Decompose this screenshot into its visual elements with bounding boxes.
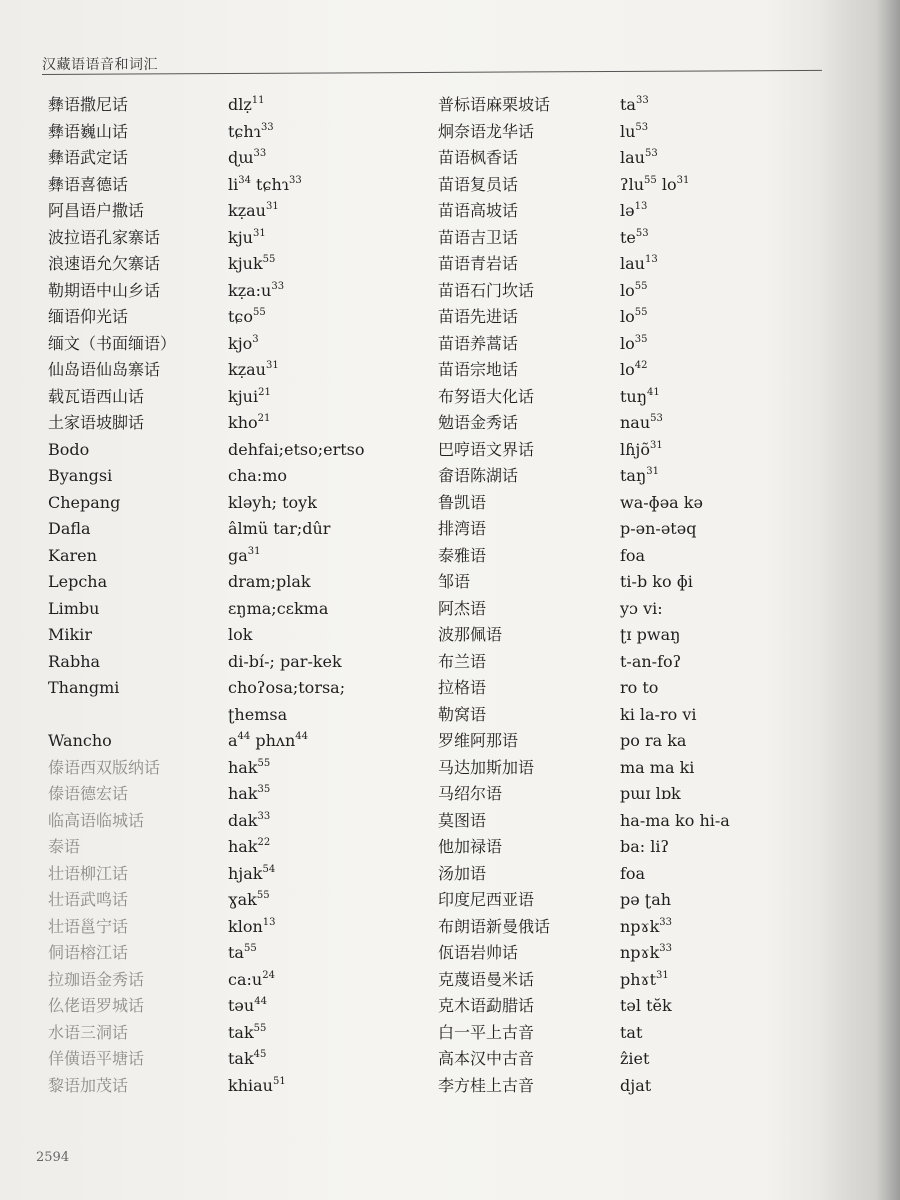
entry-row	[48, 516, 365, 543]
word-form: ɖɯ$^{33}$	[228, 148, 267, 167]
language-name: 壮语邕宁话	[48, 916, 129, 936]
word-form: $lo^{35}$	[620, 333, 648, 353]
entry-row	[438, 225, 730, 252]
word-form: $lo^{55}$	[620, 280, 648, 300]
entry-row	[438, 119, 730, 146]
entry-row	[438, 357, 730, 384]
word-form: ẑiet	[620, 1049, 650, 1068]
language-name: 李方桂上古音	[438, 1075, 535, 1095]
language-name: Wancho	[48, 731, 112, 750]
page-edge-shadow	[820, 0, 900, 1200]
word-form: hak$^{22}$	[228, 837, 271, 856]
entry-row	[438, 755, 730, 782]
language-name: 苗语养蒿话	[438, 333, 519, 353]
entry-row	[48, 834, 365, 861]
entry-row	[438, 914, 730, 941]
word-form: ʈɪ pwaŋ	[620, 625, 681, 644]
entry-row	[48, 940, 365, 967]
language-name: 高本汉中古音	[438, 1049, 535, 1068]
entry-row	[438, 622, 730, 649]
language-name: 马达加斯加语	[438, 757, 535, 777]
word-form: dram;plak	[228, 572, 311, 591]
entry-row	[48, 437, 365, 464]
entry-row	[438, 331, 730, 358]
word-form: dlẓ$^{11}$	[228, 95, 265, 114]
language-name: 鲁凯语	[438, 492, 487, 512]
word-form: $ta^{33}$	[620, 95, 649, 114]
entry-row	[438, 808, 730, 835]
entry-row	[48, 622, 365, 649]
language-name: 泰语	[48, 837, 81, 856]
entry-row	[48, 278, 365, 305]
language-name: Bodo	[48, 439, 90, 459]
word-form: klon$^{13}$	[228, 916, 276, 936]
word-form: âlmü tar;dûr	[228, 519, 331, 538]
language-name: Byangsi	[48, 466, 113, 485]
entry-row	[48, 1020, 365, 1047]
language-name: 黎语加茂话	[48, 1075, 129, 1095]
word-form: $ta^{55}$	[228, 943, 257, 962]
word-form: ɣak$^{55}$	[228, 890, 270, 909]
entry-row	[438, 596, 730, 623]
word-form: choʔosa;torsa;	[228, 678, 346, 697]
entry-row	[438, 967, 730, 994]
entry-row	[48, 225, 365, 252]
language-name: 临高语临城话	[48, 810, 145, 830]
entry-row	[438, 145, 730, 172]
word-form: kjui$^{21}$	[228, 386, 271, 406]
entry-row	[48, 463, 365, 490]
language-name: 土家语坡脚话	[48, 413, 145, 432]
language-name: 普标语麻栗坡话	[438, 95, 551, 114]
language-name: Lepcha	[48, 572, 108, 591]
entry-row	[438, 172, 730, 199]
entry-row	[48, 914, 365, 941]
word-form: p-ən-ətəq	[620, 519, 697, 538]
word-form: ti-b ko ɸi	[620, 572, 693, 591]
word-form: tɕo$^{55}$	[228, 307, 266, 326]
language-name: Mikir	[48, 625, 92, 644]
word-form: foa	[620, 545, 646, 565]
entry-row	[48, 702, 365, 729]
language-name: Karen	[48, 545, 97, 565]
language-name: 马绍尔语	[438, 784, 503, 803]
entry-row	[438, 384, 730, 411]
word-form: ʈhemsa	[228, 704, 288, 724]
language-name: 彝语武定话	[48, 148, 129, 167]
entry-row	[48, 728, 365, 755]
page-number: 2594	[36, 1150, 70, 1165]
entry-row	[48, 808, 365, 835]
language-name: 彝语喜德话	[48, 174, 129, 194]
language-name: 布努语大化话	[438, 386, 535, 406]
word-form: kẓau$^{31}$	[228, 201, 279, 220]
word-form: ki la-ro vi	[620, 704, 697, 724]
language-name: 苗语宗地话	[438, 360, 519, 379]
entry-row	[48, 119, 365, 146]
word-form: foa	[620, 863, 646, 883]
word-form: pə ʈah	[620, 890, 672, 909]
entry-row	[48, 675, 365, 702]
language-name: Limbu	[48, 598, 100, 618]
language-name: 阿杰语	[438, 598, 487, 618]
word-form: təu$^{44}$	[228, 996, 267, 1015]
language-name: 拉格语	[438, 678, 487, 697]
entry-row	[438, 993, 730, 1020]
entry-row	[438, 834, 730, 861]
language-name: 拉珈语金秀话	[48, 969, 145, 989]
word-form: $lo^{55}$	[620, 307, 648, 326]
entry-row	[48, 1073, 365, 1100]
entry-row	[48, 145, 365, 172]
entry-row	[438, 1046, 730, 1073]
word-form: lɦjõ$^{31}$	[620, 439, 663, 459]
language-name: 白一平上古音	[438, 1022, 535, 1042]
word-form: kləyh; toyk	[228, 492, 317, 512]
entry-row	[438, 198, 730, 225]
language-name: 侗语榕江话	[48, 943, 129, 962]
language-name: 苗语吉卫话	[438, 227, 519, 247]
entry-row	[48, 649, 365, 676]
entry-row	[48, 410, 365, 437]
language-name: 苗语先进话	[438, 307, 519, 326]
language-name: 缅文（书面缅语）	[48, 333, 177, 353]
entry-row	[48, 357, 365, 384]
entry-row	[48, 596, 365, 623]
language-name: 罗维阿那语	[438, 731, 519, 750]
entry-row	[48, 1046, 365, 1073]
language-name: 莫图语	[438, 810, 487, 830]
word-form: ba: liʔ	[620, 837, 670, 856]
language-name: 他加禄语	[438, 837, 503, 856]
language-name: 波那佩语	[438, 625, 503, 644]
language-name: 苗语高坡话	[438, 201, 519, 220]
word-form: ha-ma ko hi-a	[620, 810, 730, 830]
word-form: kjo$^3$	[228, 333, 259, 353]
entry-row	[438, 1073, 730, 1100]
language-name: 汤加语	[438, 863, 487, 883]
word-form: ɛŋma;cɛkma	[228, 598, 329, 618]
entry-row	[48, 198, 365, 225]
word-form: lau$^{53}$	[620, 148, 658, 167]
language-name: 炯奈语龙华话	[438, 121, 535, 141]
language-name: Thangmi	[48, 678, 120, 697]
language-name: 仫佬语罗城话	[48, 996, 145, 1015]
word-form: yɔ vi:	[620, 598, 663, 618]
entry-row	[48, 967, 365, 994]
entry-row	[48, 861, 365, 888]
entry-row	[438, 861, 730, 888]
entry-row	[438, 940, 730, 967]
language-name: 壮语武鸣话	[48, 890, 129, 909]
entry-row	[48, 251, 365, 278]
word-form: kju$^{31}$	[228, 227, 266, 247]
language-name: 克木语勐腊话	[438, 996, 535, 1015]
entry-row	[438, 702, 730, 729]
language-name: 彝语巍山话	[48, 121, 129, 141]
language-name: 傣语西双版纳话	[48, 757, 161, 777]
word-form: ʔlu$^{55}$ $lo^{31}$	[620, 174, 690, 194]
language-name: Rabha	[48, 651, 101, 671]
entry-row	[438, 728, 730, 755]
word-form: npɤk$^{33}$	[620, 916, 672, 936]
word-form: $lu^{53}$	[620, 121, 649, 141]
entry-row	[48, 781, 365, 808]
language-name: 勉语金秀话	[438, 413, 519, 432]
word-form: $a^{44}$ phʌn$^{44}$	[228, 731, 308, 750]
word-form: npɤk$^{33}$	[620, 943, 672, 962]
word-form: ro to	[620, 678, 659, 697]
right-column	[438, 92, 730, 1099]
running-header: 汉藏语语音和词汇	[42, 57, 158, 73]
entry-row	[438, 1020, 730, 1047]
word-form: kjuk$^{55}$	[228, 254, 276, 273]
entry-row	[438, 410, 730, 437]
entry-row	[48, 92, 365, 119]
language-name: Chepang	[48, 492, 121, 512]
word-form: $ca:u^{24}$	[228, 969, 275, 989]
word-form: pɯɪ lɒk	[620, 784, 681, 803]
word-form: lok	[228, 625, 253, 644]
word-form: ma ma ki	[620, 757, 695, 777]
entry-row	[438, 278, 730, 305]
language-name: 勒期语中山乡话	[48, 280, 161, 300]
language-name: 波拉语孔家寨话	[48, 227, 161, 247]
entry-row	[438, 781, 730, 808]
word-form: cha:mo	[228, 466, 287, 485]
entry-row	[48, 887, 365, 914]
word-form: kẓau$^{31}$	[228, 360, 279, 379]
word-form: lə$^{13}$	[620, 201, 648, 220]
word-form: hak$^{35}$	[228, 784, 271, 803]
language-name: 勒窝语	[438, 704, 487, 724]
word-form: dehfai;etso;ertso	[228, 439, 365, 459]
word-form: $ga^{31}$	[228, 545, 261, 565]
language-name: 克蔑语曼米话	[438, 969, 535, 989]
language-name: 布朗语新曼俄话	[438, 916, 551, 936]
word-form: phɤt$^{31}$	[620, 969, 669, 989]
language-name: 邹语	[438, 572, 471, 591]
word-form: $te^{53}$	[620, 227, 649, 247]
language-name: 阿昌语户撒话	[48, 201, 145, 220]
language-name: 苗语枫香话	[438, 148, 519, 167]
language-name: 泰雅语	[438, 545, 487, 565]
entry-row	[48, 384, 365, 411]
word-form: tak$^{55}$	[228, 1022, 267, 1042]
language-name: 傣语德宏话	[48, 784, 129, 803]
word-form: tɕhɿ$^{33}$	[228, 121, 274, 141]
entry-row	[438, 437, 730, 464]
entry-row	[438, 569, 730, 596]
entry-row	[438, 516, 730, 543]
language-name	[48, 702, 228, 729]
entry-row	[438, 649, 730, 676]
word-form: po ra ka	[620, 731, 687, 750]
word-form: djat	[620, 1075, 652, 1095]
language-name: 缅语仰光话	[48, 307, 129, 326]
entry-row	[48, 304, 365, 331]
language-name: Dafla	[48, 519, 91, 538]
word-form: kho$^{21}$	[228, 413, 271, 432]
language-name: 佤语岩帅话	[438, 943, 519, 962]
word-form: tat	[620, 1022, 643, 1042]
language-name: 浪速语允欠寨话	[48, 254, 161, 273]
word-form: t-an-foʔ	[620, 651, 682, 671]
language-name: 载瓦语西山话	[48, 386, 145, 406]
language-name: 畲语陈湖话	[438, 466, 519, 485]
entry-row	[438, 490, 730, 517]
word-form: nau$^{53}$	[620, 413, 663, 432]
word-form: dak$^{33}$	[228, 810, 271, 830]
word-form: $lo^{42}$	[620, 360, 648, 379]
language-name: 佯僙语平塘话	[48, 1049, 145, 1068]
word-form: $kẓa:u^{33}$	[228, 280, 285, 300]
word-form: tak$^{45}$	[228, 1049, 267, 1068]
entry-row	[48, 993, 365, 1020]
entry-row	[48, 172, 365, 199]
word-form: khiau$^{51}$	[228, 1075, 286, 1095]
entry-row	[48, 755, 365, 782]
word-form: di-bí-; par-kek	[228, 651, 342, 671]
word-form: tuŋ$^{41}$	[620, 386, 660, 406]
entry-row	[48, 490, 365, 517]
language-name: 彝语撒尼话	[48, 95, 129, 114]
language-name: 苗语青岩话	[438, 254, 519, 273]
entry-row	[438, 887, 730, 914]
entry-row	[438, 251, 730, 278]
word-form: hjak$^{54}$	[228, 863, 276, 883]
word-form: wa-ɸəa kə	[620, 492, 703, 512]
word-form: hak$^{55}$	[228, 757, 271, 777]
language-name: 排湾语	[438, 519, 487, 538]
language-name: 水语三洞话	[48, 1022, 129, 1042]
language-name: 苗语复员话	[438, 174, 519, 194]
entry-row	[438, 543, 730, 570]
word-form: lau$^{13}$	[620, 254, 658, 273]
entry-row	[48, 331, 365, 358]
language-name: 仙岛语仙岛寨话	[48, 360, 161, 379]
entry-row	[438, 92, 730, 119]
left-column	[48, 92, 365, 1099]
entry-row	[48, 543, 365, 570]
language-name: 巴哼语文界话	[438, 439, 535, 459]
language-name: 壮语柳江话	[48, 863, 129, 883]
word-form: taŋ$^{31}$	[620, 466, 660, 485]
entry-row	[438, 304, 730, 331]
language-name: 苗语石门坎话	[438, 280, 535, 300]
word-form: təl tĕk	[620, 996, 672, 1015]
entry-row	[438, 463, 730, 490]
entry-row	[48, 569, 365, 596]
entry-row	[438, 675, 730, 702]
word-form: $li^{34}$ tɕhɿ$^{33}$	[228, 174, 302, 194]
language-name: 布兰语	[438, 651, 487, 671]
language-name: 印度尼西亚语	[438, 890, 535, 909]
